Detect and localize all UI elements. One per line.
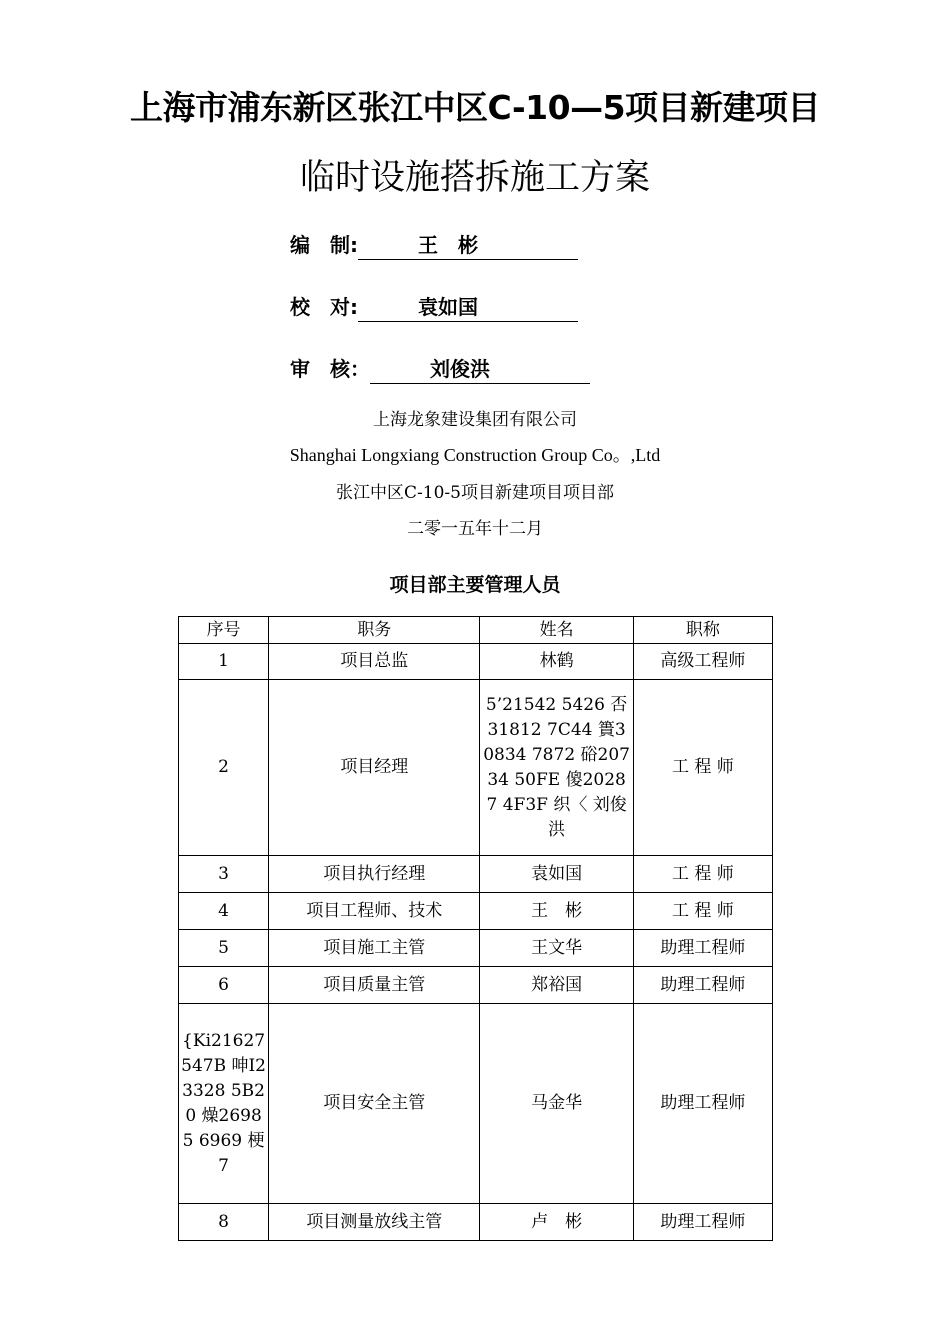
reviewer-signature xyxy=(290,353,590,383)
company-name-cn: 上海龙象建设集团有限公司 xyxy=(373,410,577,430)
cell-name: 马金华 xyxy=(480,1004,633,1204)
cell-name: 林鹤 xyxy=(480,644,633,680)
cell-name: 袁如国 xyxy=(480,856,633,893)
table-row xyxy=(179,1204,773,1241)
staff-table-title: 项目部主要管理人员 xyxy=(389,574,561,596)
cell-index: 6 xyxy=(179,967,269,1004)
cell-title: 助理工程师 xyxy=(633,1004,772,1204)
cell-index: 5 xyxy=(179,930,269,967)
compiler-signature xyxy=(290,229,578,259)
cell-position: 项目总监 xyxy=(269,644,480,680)
table-row xyxy=(179,644,773,680)
table-row xyxy=(179,680,773,856)
cell-title: 助理工程师 xyxy=(633,1204,772,1241)
header-cell-position: 职务 xyxy=(269,617,480,644)
cell-name: 5’21542 5426 否31812 7C44 簣30834 7872 硲20734 50FE 傻20287 4F3F 织〈 刘俊洪 xyxy=(480,680,633,856)
cell-position: 项目质量主管 xyxy=(269,967,480,1004)
proofreader-label: 校 对: xyxy=(290,295,358,319)
cell-index: 2 xyxy=(179,680,269,856)
table-row xyxy=(179,893,773,930)
cell-title: 助理工程师 xyxy=(633,967,772,1004)
table-header-row xyxy=(179,617,773,644)
cell-position: 项目工程师、技术 xyxy=(269,893,480,930)
cell-name: 王 彬 xyxy=(480,893,633,930)
cell-title: 工 程 师 xyxy=(633,680,772,856)
table-row xyxy=(179,856,773,893)
compiler-name: 王 彬 xyxy=(358,229,578,260)
cell-name: 卢 彬 xyxy=(480,1204,633,1241)
table-row xyxy=(179,1004,773,1204)
staff-table xyxy=(178,616,773,1241)
proofreader-name: 袁如国 xyxy=(358,291,578,322)
cell-name: 王文华 xyxy=(480,930,633,967)
cell-position: 项目测量放线主管 xyxy=(269,1204,480,1241)
header-cell-index: 序号 xyxy=(179,617,269,644)
cell-index: 4 xyxy=(179,893,269,930)
document-title-line1: 上海市浦东新区张江中区C-10—5项目新建项目 xyxy=(129,88,821,127)
reviewer-name: 刘俊洪 xyxy=(370,353,590,384)
cell-index: {Ki21627 547B 呻I23328 5B20 燥26985 6969 梗7 xyxy=(179,1004,269,1204)
document-title-line2: 临时设施搭拆施工方案 xyxy=(299,158,650,198)
proofreader-signature xyxy=(290,291,578,321)
cell-index: 8 xyxy=(179,1204,269,1241)
cell-title: 高级工程师 xyxy=(633,644,772,680)
cell-position: 项目执行经理 xyxy=(269,856,480,893)
cell-title: 工 程 师 xyxy=(633,856,772,893)
cell-index: 3 xyxy=(179,856,269,893)
cell-position: 项目经理 xyxy=(269,680,480,856)
project-department: 张江中区C-10-5项目新建项目项目部 xyxy=(336,483,614,503)
cell-position: 项目施工主管 xyxy=(269,930,480,967)
cell-position: 项目安全主管 xyxy=(269,1004,480,1204)
cell-title: 工 程 师 xyxy=(633,893,772,930)
cell-name: 郑裕国 xyxy=(480,967,633,1004)
table-row xyxy=(179,967,773,1004)
cell-title: 助理工程师 xyxy=(633,930,772,967)
company-name-en: Shanghai Longxiang Construction Group Co。,Ltd xyxy=(289,445,661,465)
cell-index: 1 xyxy=(179,644,269,680)
compiler-label: 编 制: xyxy=(290,233,358,257)
header-cell-name: 姓名 xyxy=(480,617,633,644)
reviewer-label: 审 核： xyxy=(290,357,370,381)
document-date: 二零一五年十二月 xyxy=(407,519,543,539)
header-cell-title: 职称 xyxy=(633,617,772,644)
table-row xyxy=(179,930,773,967)
